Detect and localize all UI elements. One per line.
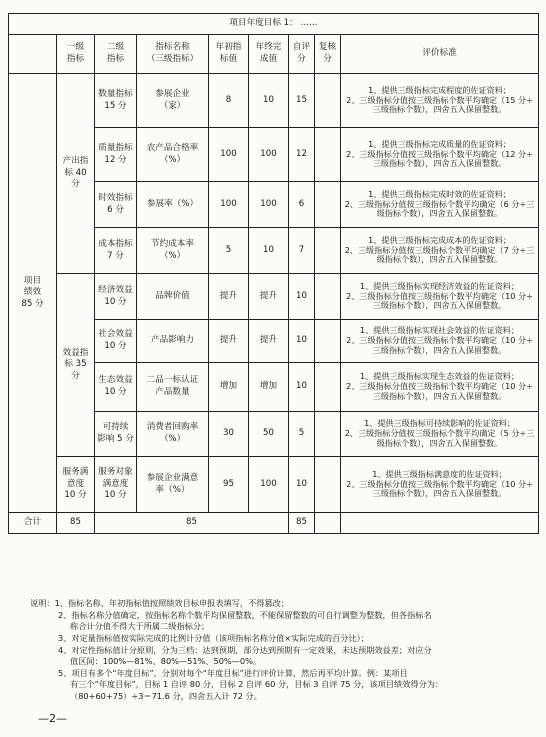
satisfaction-indicator-group: 服务满 意度 10 分: [57, 457, 95, 513]
indicator-name-cell: 参展率（%）: [137, 182, 209, 228]
initial-value-cell: 提升: [209, 320, 249, 363]
note-line: 有三个“年度目标”，目标 1 自评 80 分，目标 2 自评 60 分，目标 3 自评 75 分，该项目绩效得分为：: [70, 679, 444, 690]
level2-cell: 社会效益 10 分: [95, 320, 137, 363]
criteria-cell: 1、提供三级指标满意度的佐证资料； 2、三级指标分值按三级指标个数平均确定（10 分÷三级指标个数），四舍五入保留整数。: [341, 457, 539, 513]
initial-value-cell: 100: [209, 128, 249, 182]
indicator-name-cell: 品牌价值: [137, 274, 209, 320]
note-line: 称合计分值不得大于所属二级指标分；: [70, 621, 210, 632]
initial-value-cell: 95: [209, 457, 249, 513]
initial-value-cell: 5: [209, 228, 249, 274]
level2-cell: 经济效益 10 分: [95, 274, 137, 320]
total-self-score: 85: [289, 513, 315, 534]
indicator-name-cell: 参展企业 （家）: [137, 74, 209, 128]
header-level2: 二级 指标: [95, 35, 137, 74]
indicator-name-cell: 节约成本率 （%）: [137, 228, 209, 274]
self-score-cell: 10: [289, 320, 315, 363]
self-score-cell: 10: [289, 457, 315, 513]
initial-value-cell: 8: [209, 74, 249, 128]
header-review-score: 复核 分: [315, 35, 341, 74]
level2-cell: 成本指标 7 分: [95, 228, 137, 274]
total-review-score: [315, 513, 341, 534]
header-level1: 一级 指标: [57, 35, 95, 74]
year-target-label: 项目年度目标 1： ……: [9, 14, 539, 35]
initial-value-cell: 增加: [209, 363, 249, 412]
final-value-cell: 100: [249, 182, 289, 228]
performance-table: [8, 13, 539, 534]
final-value-cell: 50: [249, 412, 289, 457]
header-final-value: 年终完 成值: [249, 35, 289, 74]
page-number: —2—: [38, 712, 67, 725]
note-line: 5、项目有多个“年度目标”，分别对每个“年度目标”进行评价计算，然后再平均计算。例：某项目: [58, 667, 408, 678]
level2-cell: 服务对象 满意度 10 分: [95, 457, 137, 513]
evaluation-sheet: [8, 13, 538, 534]
header-self-score: 自评 分: [289, 35, 315, 74]
indicator-name-cell: 消费者回购率 （%）: [137, 412, 209, 457]
table-row: [9, 74, 539, 128]
indicator-name-cell: 参展企业满意 率（%）: [137, 457, 209, 513]
criteria-cell: 1、提供三级指标完成时效的佐证资料； 2、三级指标分值按三级指标个数平均确定（6 分÷三级指标个数），四舍五入保留整数。: [341, 182, 539, 228]
note-line: 值区间：100%—81%、80%—51%、50%—0%。: [70, 656, 262, 667]
review-score-cell: [315, 457, 341, 513]
self-score-cell: 7: [289, 228, 315, 274]
output-indicator-group: 产出指 标 40 分: [57, 74, 95, 274]
self-score-cell: 6: [289, 182, 315, 228]
criteria-cell: 1、提供三级指标可持续影响的佐证资料； 2、三级指标分值按三级指标个数平均确定（5 分÷三级指标个数），四舍五入保留整数。: [341, 412, 539, 457]
level2-cell: 数量指标 15 分: [95, 74, 137, 128]
criteria-cell: 1、提供三级指标实现生态效益的佐证资料； 2、三级指标分值按三级指标个数平均确定（10 分÷三级指标个数），四舍五入保留整数。: [341, 363, 539, 412]
indicator-name-cell: 二品一标认证 产品数量: [137, 363, 209, 412]
notes-title: 说明：: [30, 598, 55, 608]
note-line: （80+60+75）÷3＝71.6 分，四舍五入计 72 分。: [70, 691, 262, 702]
final-value-cell: 100: [249, 128, 289, 182]
final-value-cell: 提升: [249, 320, 289, 363]
indicator-name-cell: 产品影响力: [137, 320, 209, 363]
total-criteria: [341, 513, 539, 534]
level2-cell: 可持续 影响 5 分: [95, 412, 137, 457]
total-level2: 85: [95, 513, 289, 534]
level2-cell: 时效指标 6 分: [95, 182, 137, 228]
table-row: [9, 457, 539, 513]
header-initial-value: 年初指 标值: [209, 35, 249, 74]
self-score-cell: 15: [289, 74, 315, 128]
note-line: 4、对定性指标值计分原则，分为三档：达到预期，部分达到预期有一定效果，未达预期效益差；对应分: [58, 644, 432, 655]
criteria-cell: 1、提供三级指标完成成本的佐证资料； 2、三级指标分值按三级指标个数平均确定（7 分÷三级指标个数），四舍五入保留整数。: [341, 228, 539, 274]
project-performance-cell: 项目 绩效 85 分: [9, 74, 57, 513]
level2-cell: 生态效益 10 分: [95, 363, 137, 412]
total-label: 合计: [9, 513, 57, 534]
review-score-cell: [315, 182, 341, 228]
self-score-cell: 12: [289, 128, 315, 182]
review-score-cell: [315, 363, 341, 412]
self-score-cell: 10: [289, 274, 315, 320]
initial-value-cell: 30: [209, 412, 249, 457]
final-value-cell: 100: [249, 457, 289, 513]
notes-section: [30, 598, 540, 703]
total-row: [9, 513, 539, 534]
criteria-cell: 1、提供三级指标实现经济效益的佐证资料； 2、三级指标分值按三级指标个数平均确定（10 分÷三级指标个数），四舍五入保留整数。: [341, 274, 539, 320]
review-score-cell: [315, 412, 341, 457]
final-value-cell: 增加: [249, 363, 289, 412]
header-blank: [9, 35, 57, 74]
criteria-cell: 1、提供三级指标完成质量的佐证资料； 2、三级指标分值按三级指标个数平均确定（12 分÷三级指标个数），四舍五入保留整数。: [341, 128, 539, 182]
review-score-cell: [315, 228, 341, 274]
effect-indicator-group: 效益指 标 35 分: [57, 274, 95, 457]
criteria-cell: 1、提供三级指标完成程度的佐证资料； 2、三级指标分值按三级指标个数平均确定（15 分÷三级指标个数），四舍五入保留整数。: [341, 74, 539, 128]
review-score-cell: [315, 274, 341, 320]
initial-value-cell: 提升: [209, 274, 249, 320]
final-value-cell: 提升: [249, 274, 289, 320]
note-line: 3、对定量指标值按实际完成的比例计分值（该项指标名称分值×实际完成的百分比）；: [58, 632, 369, 643]
note-line: 2、指标名称分值确定，按指标名称个数平均保留整数，不能保留整数的可自行调整为整数，但各指标名: [58, 609, 432, 620]
header-criteria: 评价标准: [341, 35, 539, 74]
table-row: [9, 274, 539, 320]
self-score-cell: 10: [289, 363, 315, 412]
review-score-cell: [315, 128, 341, 182]
review-score-cell: [315, 320, 341, 363]
final-value-cell: 10: [249, 228, 289, 274]
indicator-name-cell: 农产品合格率 （%）: [137, 128, 209, 182]
level2-cell: 质量指标 12 分: [95, 128, 137, 182]
criteria-cell: 1、提供三级指标实现社会效益的佐证资料； 2、三级指标分值按三级指标个数平均确定（10 分÷三级指标个数），四舍五入保留整数。: [341, 320, 539, 363]
total-level1: 85: [57, 513, 95, 534]
self-score-cell: 5: [289, 412, 315, 457]
final-value-cell: 10: [249, 74, 289, 128]
initial-value-cell: 100: [209, 182, 249, 228]
header-indicator-name: 指标名称 （三级指标）: [137, 35, 209, 74]
review-score-cell: [315, 74, 341, 128]
note-line: 说明：1、指标名称、年初指标值按照绩效目标申报表填写，不得篡改；: [30, 598, 290, 608]
